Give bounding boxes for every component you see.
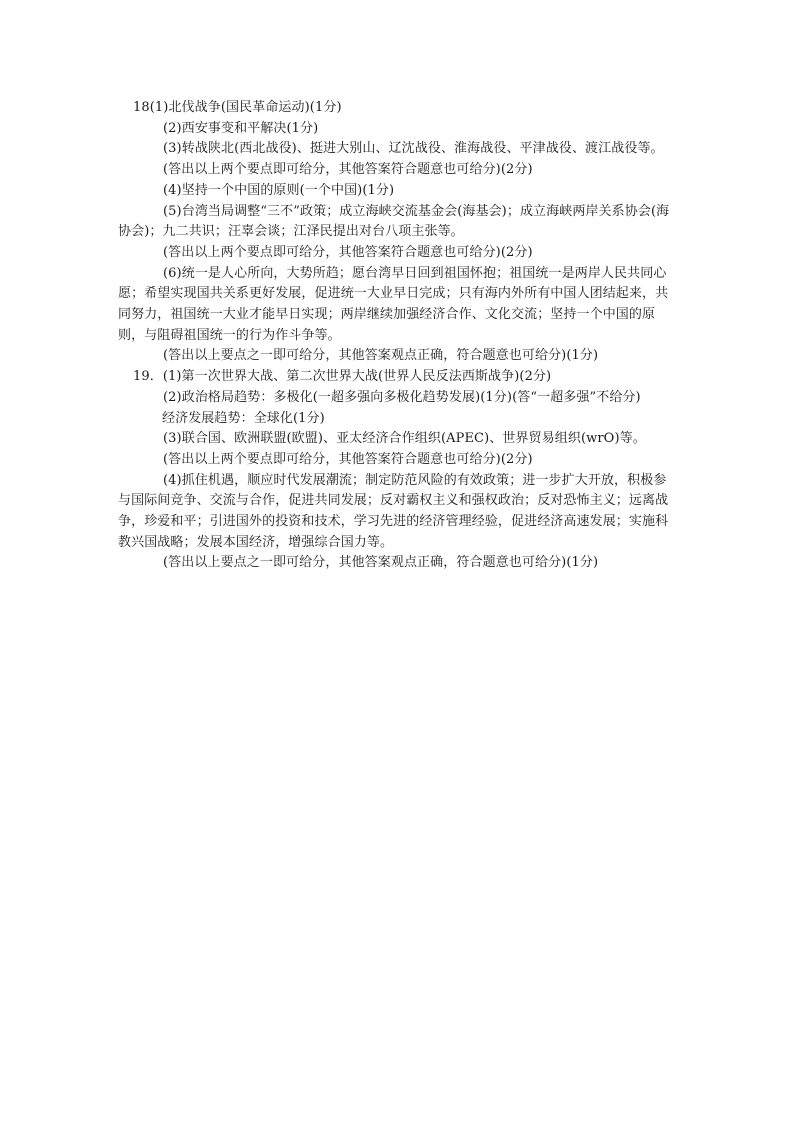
q18-part6-note: (答出以上要点之一即可给分，其他答案观点正确，符合题意也可给分)(1分) [163,348,599,364]
q19-part2b: 经济发展趋势：全球化(1分) [162,410,325,426]
q18-part3-note: (答出以上两个要点即可给分，其他答案符合题意也可给分)(2分) [163,162,533,178]
q18-part1: 18(1)北伐战争(国民革命运动)(1分) [133,100,342,115]
q19-part3: (3)联合国、欧洲联盟(欧盟)、亚太经济合作组织(APEC)、世界贸易组织(wrO)等。 [163,431,646,447]
q18-part5-note: (答出以上两个要点即可给分，其他答案符合题意也可给分)(2分) [163,244,533,260]
q19-part3-note: (答出以上两个要点即可给分，其他答案符合题意也可给分)(2分) [163,451,533,467]
q18-part4: (4)坚持一个中国的原则(一个中国)(1分) [163,182,395,198]
q18-part6: (6)统一是人心所向，大势所趋；愿台湾早日回到祖国怀抱；祖国统一是两岸人民共同心愿；希望实现国共关系更好发展，促进统一大业早日完成；只有海内外所有中国人团结起来，共同努力，祖国统一大业才能早日实现；两岸继续加强经济合作、文化交流；坚持一个中国的原则，与阻碍祖国统一的行为作斗争等。 [118,265,669,343]
q18-part3: (3)转战陕北(西北战役)、挺进大别山、辽沈战役、淮海战役、平津战役、渡江战役等。 [163,141,664,157]
q18-part2: (2)西安事变和平解决(1分) [163,120,319,136]
q19-part1: 19．(1)第一次世界大战、第二次世界大战(世界人民反法西斯战争)(2分) [133,369,552,385]
answer-key-text [118,98,678,574]
q19-part4: (4)抓住机遇，顺应时代发展潮流；制定防范风险的有效政策；进一步扩大开放，积极参与国际间竞争、交流与合作，促进共同发展；反对霸权主义和强权政治；反对恐怖主义；远离战争，珍爱和平；引进国外的投资和技术，学习先进的经济管理经验，促进经济高速发展；实施科教兴国战略；发展本国经济，增强综合国力等。 [118,472,669,550]
q19-part2: (2)政治格局趋势：多极化(一超多强向多极化趋势发展)(1分)(答“一超多强”不给分) [163,389,641,405]
q19-part4-note: (答出以上要点之一即可给分，其他答案观点正确，符合题意也可给分)(1分) [163,555,599,571]
q18-part5: (5)台湾当局调整“三不”政策；成立海峡交流基金会(海基会)；成立海峡两岸关系协会(海协会)；九二共识；汪辜会谈；江泽民提出对台八项主张等。 [118,203,670,240]
